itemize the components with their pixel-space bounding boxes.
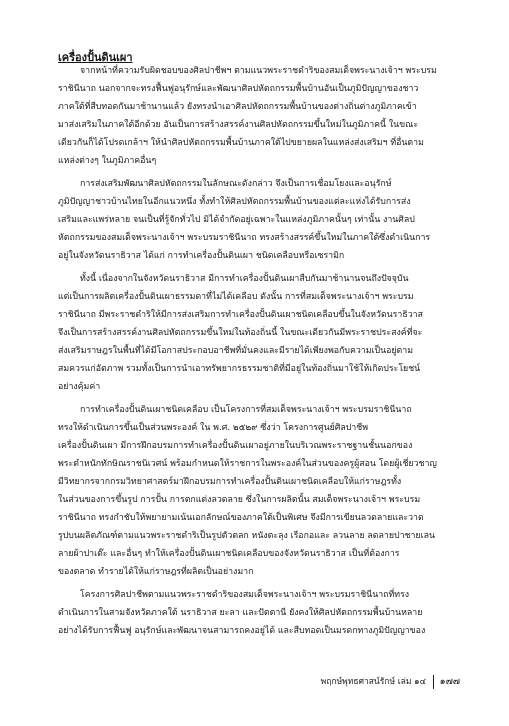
text-line: พระตำหนักทักษิณราชนิเวศน์ พร้อมกำหนดให้ราชการในพระองค์ในส่วนของครูผู้สอน โดยผู้เชี่ยวชาญ	[58, 459, 437, 469]
text-line: สมควรแก่อัตภาพ รวมทั้งเป็นการนำเอาทรัพยากรธรรมชาติที่มีอยู่ในท้องถิ่นมาใช้ให้เกิดประโยชน์	[58, 364, 421, 374]
text-line: รูปบนผลิตภัณฑ์ตามแนวพระราชดำริเป็นรูปตัวตลก หนังตะลุง เรือกอและ ลวนลาย ลดลายปาชายเลน	[58, 531, 435, 541]
text-line: มาส่งเสริมในภาคใต้อีกด้วย อันเป็นการสร้างสรรค์งานศิลปหัตถกรรมขึ้นใหม่ในภูมิภาคนี้ ในขณะ	[58, 120, 419, 130]
footer-divider	[433, 675, 434, 689]
page-number: ๑๗๗	[439, 676, 460, 687]
text-line: เดียวกันก็ได้โปรดเกล้าฯ ให้นำศิลปหัตถกรรมพื้นบ้านภาคใต้ไปขยายผลในแหล่งส่งเสริมฯ ที่อื่นตาม	[58, 138, 424, 148]
text-line: จากหน้าที่ความรับผิดชอบของศิลปาชีพฯ ตามแนวพระราชดำริของสมเด็จพระนางเจ้าฯ พระบรม	[80, 66, 437, 76]
text-line: ของตลาด ทำรายได้ให้แก่ราษฎรที่ผลิตเป็นอย่างมาก	[58, 567, 254, 577]
text-line: ราชินีนาถ มีพระราชดำริให้มีการส่งเสริมการทำเครื่องปั้นดินเผาชนิดเคลือบขึ้นในจังหวัดนราธิวาส	[58, 310, 423, 320]
text-line: อย่างคุ้มค่า	[58, 382, 101, 392]
text-line: ภูมิปัญญาชาวบ้านไทยในอีกแนวหนึ่ง ทั้งทำให้ศิลปหัตถกรรมพื้นบ้านของแต่ละแห่งได้รับการส่ง	[58, 197, 411, 207]
paragraph	[58, 401, 478, 581]
section-heading: เครื่องปั้นดินเผา	[58, 51, 133, 64]
text-line: โครงการศิลปาชีพตามแนวพระราชดำริของสมเด็จพระนางเจ้าฯ พระบรมราชินีนาถที่ทรง	[80, 590, 410, 600]
text-line: ดำเนินการในสามจังหวัดภาคใต้ นราธิวาส ยะลา และปัตตานี ยังคงให้ศิลปหัตถกรรมพื้นบ้านหลาย	[58, 608, 423, 618]
text-line: เครื่องปั้นดินเผา มีการฝึกอบรมการทำเครื่องปั้นดินเผาอยู่ภายในบริเวณพระราชฐานชั้นนอกของ	[58, 441, 413, 451]
text-line: ลายผ้าปาเต๊ะ และอื่นๆ ทำให้เครื่องปั้นดินเผาชนิดเคลือบของจังหวัดนราธิวาส เป็นที่ต้องการ	[58, 549, 400, 559]
text-line: แหล่งต่างๆ ในภูมิภาคอื่นๆ	[58, 156, 157, 166]
paragraph	[58, 62, 478, 170]
text-line: ราชินีนาถ นอกจากจะทรงฟื้นฟูอนุรักษ์และพัฒนาศิลปหัตถกรรมพื้นบ้านอันเป็นภูมิปัญญาของชาว	[58, 84, 419, 94]
text-line: ในส่วนของการขึ้นรูป การปั้น การตกแต่งลวดลาย ซึ่งในการผลิตนั้น สมเด็จพระนางเจ้าฯ พระบรม	[58, 495, 421, 505]
text-line: ภาคใต้ที่สืบทอดกันมาช้านานแล้ว ยังทรงนำเอาศิลปหัตถกรรมพื้นบ้านของต่างถิ่นต่างภูมิภาคเข้า	[58, 102, 417, 112]
body-text	[58, 62, 478, 645]
text-line: จึงเป็นการสร้างสรรค์งานศิลปหัตถกรรมขึ้นใหม่ในท้องถิ่นนี้ ในขณะเดียวกันมีพระราชประสงค์ที่จะ	[58, 328, 423, 338]
text-line: แต่เป็นการผลิตเครื่องปั้นดินเผาธรรมดาที่ไม่ได้เคลือบ ดังนั้น การที่สมเด็จพระนางเจ้าฯ พระบรม	[58, 292, 414, 302]
text-line: การทำเครื่องปั้นดินเผาชนิดเคลือบ เป็นโครงการที่สมเด็จพระนางเจ้าฯ พระบรมราชินีนาถ	[80, 405, 412, 415]
paragraph	[58, 175, 478, 265]
text-line: ราชินีนาถ ทรงกำชับให้พยายามเน้นเอกลักษณ์ของภาคใต้เป็นพิเศษ จึงมีการเขียนลวดลายและวาด	[58, 513, 424, 523]
text-line: ทั้งนี้ เนื่องจากในจังหวัดนราธิวาส มีการทำเครื่องปั้นดินเผาสืบกันมาช้านานจนถึงปัจจุบัน	[80, 274, 409, 284]
text-line: อย่างได้รับการฟื้นฟู อนุรักษ์และพัฒนาจนสามารถคงอยู่ได้ และสืบทอดเป็นมรดกทางภูมิปัญญาของ	[58, 626, 426, 636]
text-line: ส่งเสริมราษฎรในพื้นที่ได้มีโอกาสประกอบอาชีพที่มั่นคงและมีรายได้เพียงพอกับความเป็นอยู่ตาม	[58, 346, 414, 356]
text-line: อยู่ในจังหวัดนราธิวาส ได้แก่ การทำเครื่องปั้นดินเผา ชนิดเคลือบหรือเซรามิก	[58, 251, 345, 261]
paragraph	[58, 270, 478, 396]
text-line: การส่งเสริมพัฒนาศิลปหัตถกรรมในลักษณะดังกล่าว จึงเป็นการเชื่อมโยงและอนุรักษ์	[80, 179, 392, 189]
paragraph	[58, 586, 478, 640]
text-line: มีวิทยากรจากกรมวิทยาศาสตร์มาฝึกอบรมการทำเครื่องปั้นดินเผาชนิดเคลือบให้แก่ราษฎรทั้ง	[58, 477, 402, 487]
page-footer	[0, 674, 490, 690]
footer-book-title: พฤกษ์พุทธศาสน์รักษ์ เล่ม ๑๔	[320, 677, 426, 687]
text-line: ทรงให้ดำเนินการขึ้นเป็นส่วนพระองค์ ใน พ.ศ. ๒๕๒๙ ซึ่งว่า โครงการศูนย์ศิลปาชีพ	[58, 423, 369, 433]
text-line: เสริมและแพร่หลาย จนเป็นที่รู้จักทั่วไป มิได้จำกัดอยู่เฉพาะในแหล่งภูมิภาคนั้นๆ เท่านั้น งานศิลป	[58, 215, 415, 225]
text-line: หัตถกรรมของสมเด็จพระนางเจ้าฯ พระบรมราชินีนาถ ทรงสร้างสรรค์ขึ้นใหม่ในภาคใต้ซึ่งดำเนินการ	[58, 233, 431, 243]
